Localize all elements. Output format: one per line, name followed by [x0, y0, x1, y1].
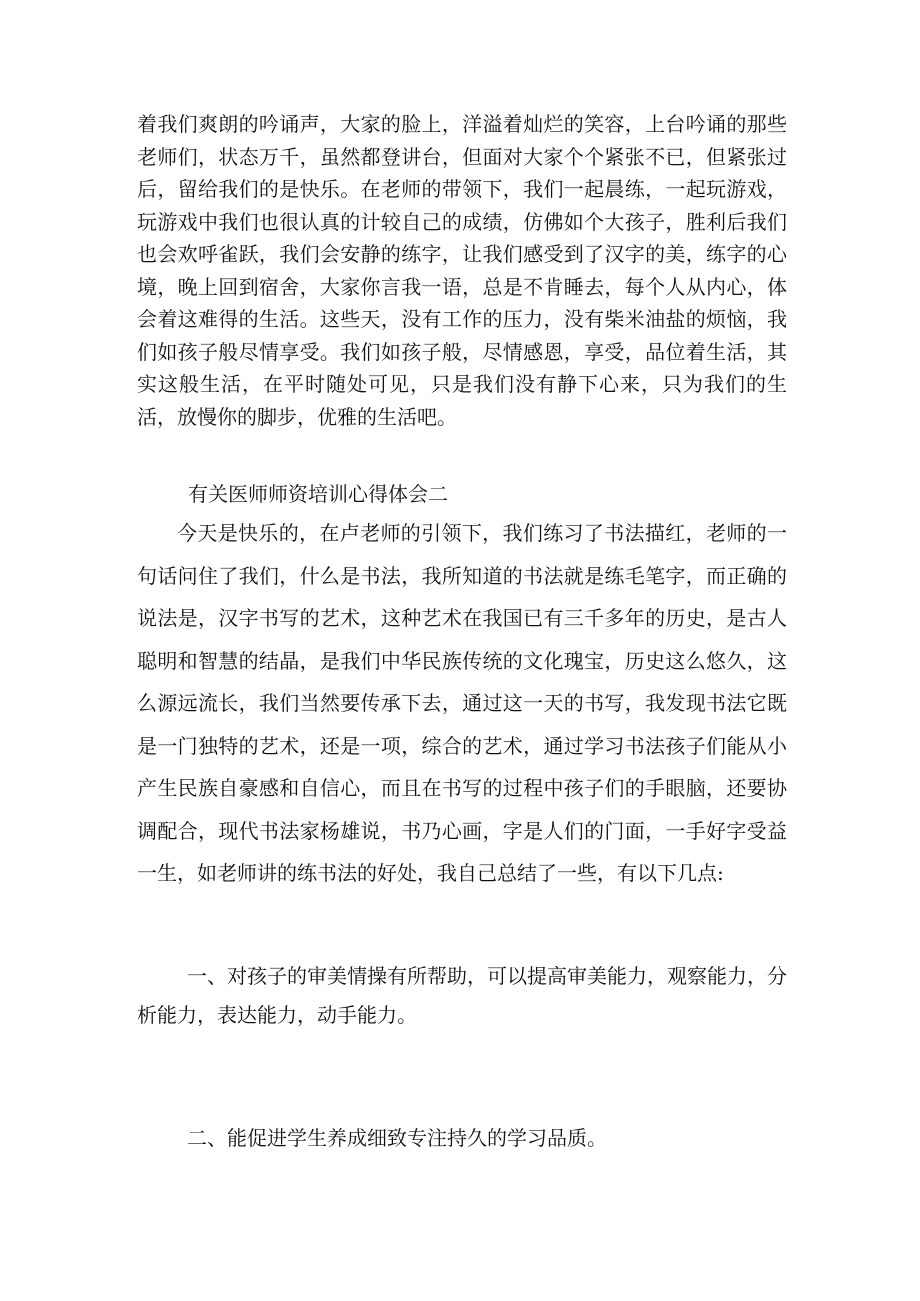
point-one-paragraph: 一、对孩子的审美情操有所帮助，可以提高审美能力，观察能力，分析能力，表达能力，动手能力。: [137, 964, 787, 1027]
intro-paragraph: 今天是快乐的，在卢老师的引领下，我们练习了书法描红，老师的一句话问住了我们，什么是书法，我所知道的书法就是练毛笔字，而正确的说法是，汉字书写的艺术，这种艺术在我国已有三千多年的历史，是古人聪明和智慧的结晶，是我们中华民族传统的文化瑰宝，历史这么悠久，这么源远流长，我们当然要传承下去，通过这一天的书写，我发现书法它既是一门独特的艺术，还是一项，综合的艺术，通过学习书法孩子们能从小产生民族自豪感和自信心，而且在书写的过程中孩子们的手眼脑，还要协调配合，现代书法家杨雄说，书乃心画，字是人们的门面，一手好字受益一生，如老师讲的练书法的好处，我自己总结了一些，有以下几点:: [137, 521, 787, 885]
point-two-paragraph: 二、能促进学生养成细致专注持久的学习品质。: [187, 1126, 607, 1150]
continued-paragraph: 着我们爽朗的吟诵声，大家的脸上，洋溢着灿烂的笑容，上台吟诵的那些老师们，状态万千，虽然都登讲台，但面对大家个个紧张不已，但紧张过后，留给我们的是快乐。在老师的带领下，我们一起晨练，一起玩游戏，玩游戏中我们也很认真的计较自己的成绩，仿佛如个大孩子，胜利后我们也会欢呼雀跃，我们会安静的练字，让我们感受到了汉字的美，练字的心境，晚上回到宿舍，大家你言我一语，总是不肯睡去，每个人从内心，体会着这难得的生活。这些天，没有工作的压力，没有柴米油盐的烦恼，我们如孩子般尽情享受。我们如孩子般，尽情感恩，享受，品位着生活，其实这般生活，在平时随处可见，只是我们没有静下心来，只为我们的生活，放慢你的脚步，优雅的生活吧。: [137, 112, 787, 429]
section-title: 有关医师师资培训心得体会二: [188, 482, 448, 506]
